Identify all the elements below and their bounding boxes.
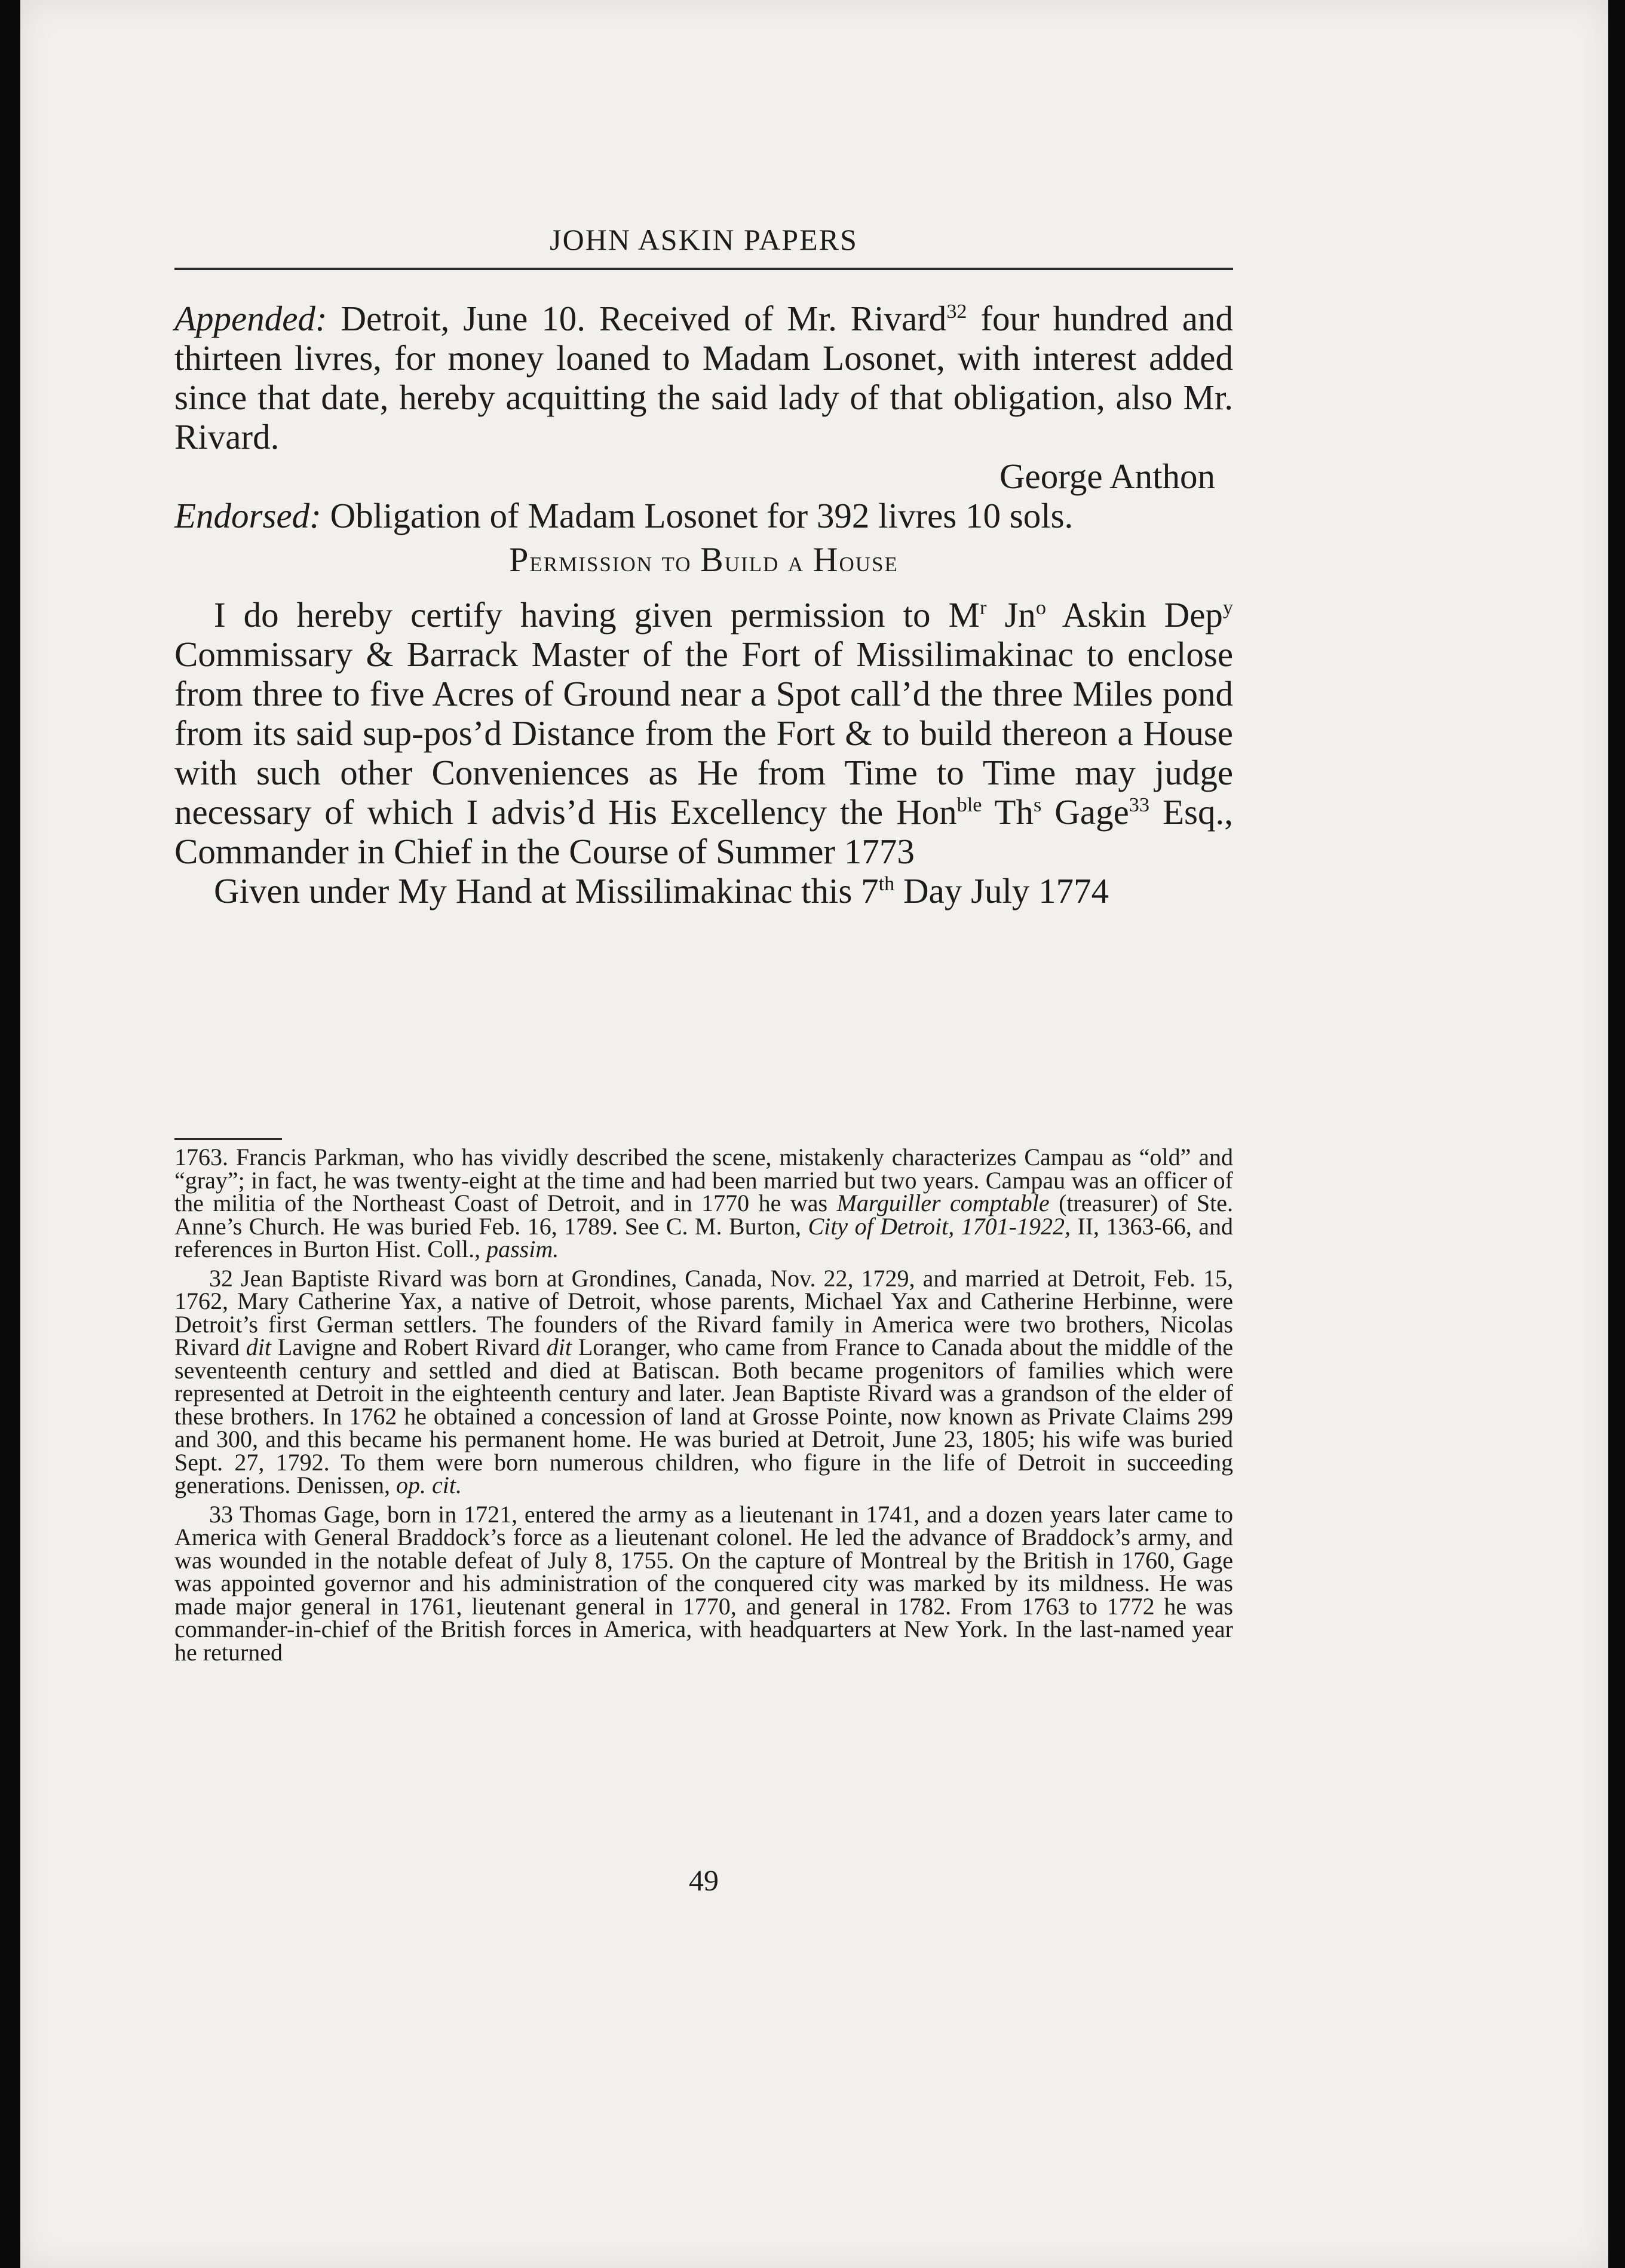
permission-text: Askin Dep [1045, 595, 1223, 635]
heading-word: uild [724, 544, 780, 578]
footnote-text: Loranger, who came from France to Canada about the middle of the seventeenth century and settled and died at Batiscan. Both became progenitors of families which were represented at Detroit in the eighteenth century and later. Jean Baptiste Rivard was a grandson of the elder of these brothers. In 1762 he obtained a concession of land at Grosse Pointe, now known as Private Claims 299 and 300, and this became his permanent home. He was buried at Detroit, June 23, 1805; his wife was buried Sept. 27, 1792. To them were born numerous children, who figure in the life of Detroit in succeeding generations. Denissen, [174, 1334, 1233, 1498]
running-head: JOHN ASKIN PAPERS [550, 223, 858, 256]
heading-word: ouse [839, 544, 899, 578]
appended-paragraph [174, 299, 1233, 456]
superscript: ble [956, 794, 982, 817]
permission-paragraph [174, 595, 1233, 871]
footnote-text: 32 Jean Baptiste Rivard was born at Grondines, Canada, Nov. 22, 1729, and married at Detroit, Feb. 15, 1762, Mary Catherine Yax, a native of Detroit, whose parents, Michael Yax and Catherine Herbinne, were Detroit’s first German settlers. The founders of the Rivard family in America were two brothers, Nicolas Rivard [174, 1264, 1233, 1360]
heading-initial: B [700, 540, 725, 579]
appended-label: Appended: [174, 299, 327, 338]
footnote-text: (treasurer) of Ste. Anne’s Church. He was buried Feb. 16, 1789. See C. M. Burton, [174, 1190, 1233, 1240]
endorsed-text: Obligation of Madam Losonet for 392 livres 10 sols. [321, 496, 1074, 535]
footnote-continued [174, 1146, 1233, 1261]
footnote-32 [174, 1264, 1233, 1498]
endorsed-label: Endorsed: [174, 496, 321, 535]
page-number: 49 [689, 1864, 719, 1897]
footnote-italic: Marguiller comptable [836, 1190, 1050, 1216]
footnote-italic: passim. [486, 1236, 559, 1262]
footnote-rule [174, 1138, 282, 1140]
section-heading [174, 540, 1233, 579]
footnote-text: 1763. Francis Parkman, who has vividly described the scene, mistakenly characterizes Campau as “old” and “gray”; in fact, he was twenty-eight at the time and had been married but two years. Campau was an officer of the militia of the Northeast Coast of Detroit, and in 1770 he was [174, 1144, 1233, 1216]
footnotes [174, 1146, 1233, 1664]
superscript: y [1222, 597, 1233, 620]
appended-text-2: four hundred and thirteen livres, for money loaned to Madam Losonet, with interest added since that date, hereby acquitting the said lady of that obligation, also Mr. Rivard. [174, 299, 1233, 456]
heading-initial: H [812, 540, 839, 579]
given-text: Given under My Hand at Missilimakinac this 7 [214, 871, 879, 911]
footnote-italic: op. cit. [396, 1472, 462, 1498]
footnote-text: Lavigne and Robert Rivard [271, 1334, 547, 1360]
footnote-text: II, 1363-66, and references in Burton Hist. Coll., [174, 1212, 1233, 1262]
footnote-italic: City of Detroit, 1701-1922, [808, 1212, 1071, 1240]
heading-word: a [787, 544, 805, 578]
book-page [20, 0, 1608, 2268]
footnote-ref-32: 32 [946, 301, 967, 323]
footnote-ref-33: 33 [1129, 794, 1149, 817]
heading-word: to [661, 544, 692, 578]
given-paragraph [174, 871, 1233, 911]
header-rule [174, 268, 1233, 270]
permission-text: Jn [986, 595, 1036, 635]
signature: George Anthon [999, 456, 1215, 496]
footnote-italic: dit [546, 1334, 572, 1360]
main-text [174, 299, 1233, 911]
heading-word: ermission [529, 544, 653, 578]
permission-text: Th [982, 792, 1034, 832]
permission-text: I do hereby certify having given permission to M [214, 595, 980, 635]
footnote-33: 33 Thomas Gage, born in 1721, entered the army as a lieutenant in 1741, and a dozen years later came to America with General Braddock’s force as a lieutenant colonel. He led the advance of Braddock’s army, and was wounded in the notable defeat of July 8, 1755. On the capture of Montreal by the British in 1760, Gage was appointed governor and his administration of the conquered city was marked by its mildness. He was made major general in 1761, lieutenant general in 1770, and general in 1782. From 1763 to 1772 he was commander-in-chief of the British forces in America, with headquarters at New York. In the last-named year he returned [174, 1500, 1233, 1666]
heading-initial: P [509, 540, 530, 579]
permission-text: Commissary & Barrack Master of the Fort of Missilimakinac to enclose from three to five Acres of Ground near a Spot call’d the three Miles pond from its said sup-pos’d Distance from the Fort & to build thereon a House with such other Conveniences as He from Time to Time may judge necessary of which I advis’d His Excellency the Hon [174, 635, 1233, 832]
permission-text: Gage [1041, 792, 1129, 832]
superscript: s [1033, 794, 1042, 817]
endorsed-paragraph [174, 496, 1233, 535]
superscript: th [878, 873, 895, 896]
footnote-italic: dit [246, 1334, 271, 1360]
superscript: r [979, 597, 987, 620]
given-text: Day July 1774 [894, 871, 1109, 911]
appended-text-1: Detroit, June 10. Received of Mr. Rivard [327, 299, 947, 338]
permission-text: Esq., Commander in Chief in the Course of Summer 1773 [174, 792, 1233, 871]
superscript: o [1035, 597, 1046, 620]
